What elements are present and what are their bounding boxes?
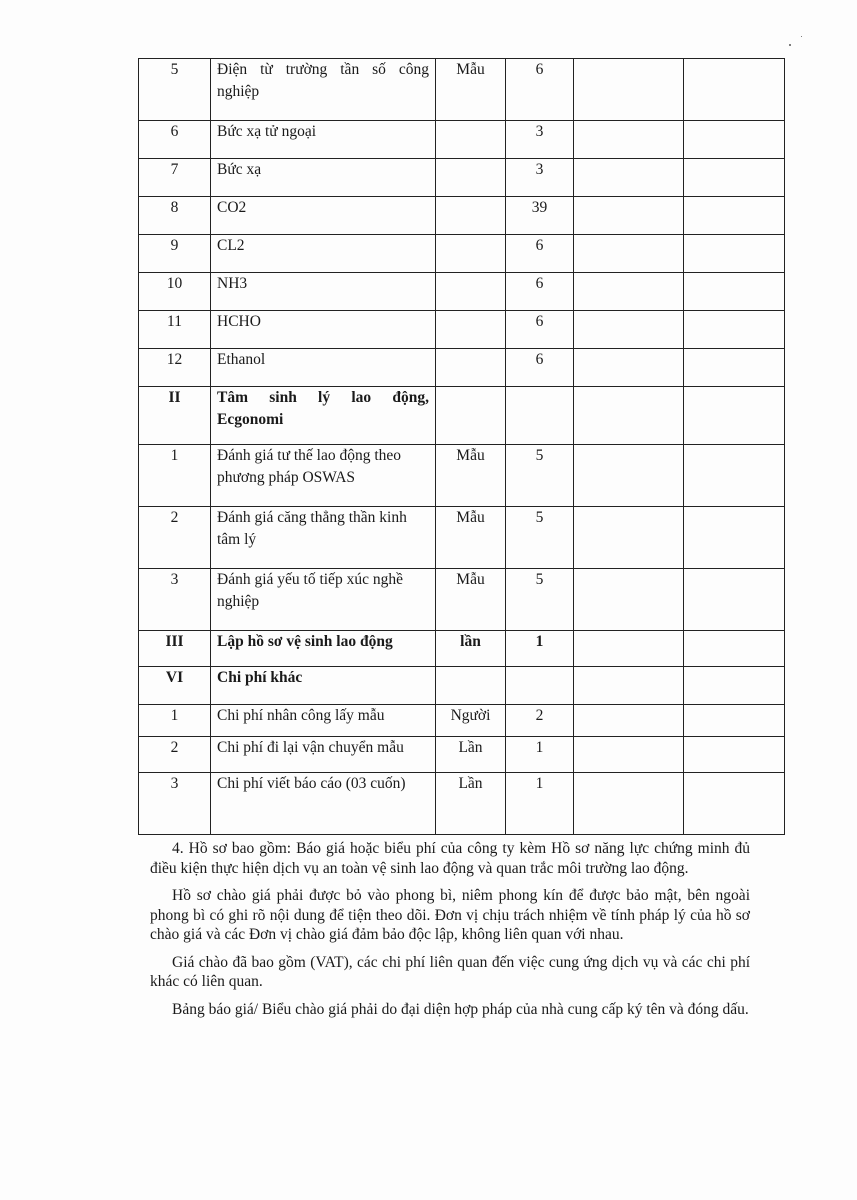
row-number-cell: 3	[139, 569, 211, 631]
item-name-cell: Đánh giá tư thế lao động theo phương pháp OSWAS	[211, 445, 436, 507]
table-row	[139, 311, 785, 349]
row-number-cell: VI	[139, 667, 211, 705]
table-row	[139, 349, 785, 387]
total-cell	[684, 631, 785, 667]
quantity-cell: 6	[506, 349, 574, 387]
total-cell	[684, 349, 785, 387]
unit-cell	[436, 235, 506, 273]
item-name-cell: Điện từ trường tần số công nghiệp	[211, 59, 436, 121]
section-row	[139, 387, 785, 445]
quantity-cell: 1	[506, 773, 574, 835]
quantity-cell: 6	[506, 273, 574, 311]
row-number-cell: 1	[139, 445, 211, 507]
total-cell	[684, 273, 785, 311]
unit-cell: Lần	[436, 773, 506, 835]
item-name-cell: HCHO	[211, 311, 436, 349]
price-cell	[574, 705, 684, 737]
row-number-cell: II	[139, 387, 211, 445]
unit-cell: Người	[436, 705, 506, 737]
price-cell	[574, 667, 684, 705]
price-cell	[574, 507, 684, 569]
price-cell	[574, 737, 684, 773]
table-row	[139, 235, 785, 273]
note-number: 4.	[172, 840, 184, 857]
price-cell	[574, 197, 684, 235]
quantity-cell	[506, 667, 574, 705]
price-cell	[574, 569, 684, 631]
row-number-cell: 7	[139, 159, 211, 197]
table-row	[139, 705, 785, 737]
quantity-cell	[506, 387, 574, 445]
scan-speck	[789, 44, 791, 46]
row-number-cell: 12	[139, 349, 211, 387]
row-number-cell: 2	[139, 507, 211, 569]
item-name-cell: Tâm sinh lý lao động, Ecgonomi	[211, 387, 436, 445]
note-paragraph-signature: Bảng báo giá/ Biểu chào giá phải do đại diện hợp pháp của nhà cung cấp ký tên và đóng dấu.	[172, 1000, 749, 1018]
total-cell	[684, 773, 785, 835]
table-row	[139, 569, 785, 631]
total-cell	[684, 667, 785, 705]
item-name-cell: Đánh giá căng thẳng thần kinh tâm lý	[211, 507, 436, 569]
table-row	[139, 159, 785, 197]
unit-cell	[436, 197, 506, 235]
quantity-cell: 1	[506, 631, 574, 667]
row-number-cell: 9	[139, 235, 211, 273]
note-item-4	[150, 839, 750, 878]
total-cell	[684, 445, 785, 507]
item-name-cell: Chi phí nhân công lấy mẫu	[211, 705, 436, 737]
quantity-cell: 1	[506, 737, 574, 773]
total-cell	[684, 311, 785, 349]
row-number-cell: 2	[139, 737, 211, 773]
total-cell	[684, 737, 785, 773]
quantity-cell: 3	[506, 121, 574, 159]
table-row	[139, 737, 785, 773]
unit-cell	[436, 349, 506, 387]
item-name-cell: Lập hồ sơ vệ sinh lao động	[211, 631, 436, 667]
total-cell	[684, 197, 785, 235]
unit-cell: Mẫu	[436, 445, 506, 507]
notes-section	[150, 839, 750, 1019]
unit-cell	[436, 387, 506, 445]
note-paragraph-vat: Giá chào đã bao gồm (VAT), các chi phí liên quan đến việc cung ứng dịch vụ và các chi phí khác có liên quan.	[150, 953, 750, 990]
unit-cell: Mẫu	[436, 569, 506, 631]
unit-cell	[436, 273, 506, 311]
section-row	[139, 667, 785, 705]
item-name-cell: Chi phí đi lại vận chuyển mẫu	[211, 737, 436, 773]
row-number-cell: 8	[139, 197, 211, 235]
price-cell	[574, 311, 684, 349]
table-row	[139, 773, 785, 835]
unit-cell	[436, 159, 506, 197]
quantity-cell: 6	[506, 59, 574, 121]
total-cell	[684, 507, 785, 569]
total-cell	[684, 569, 785, 631]
scan-speck	[801, 36, 802, 37]
quantity-cell: 39	[506, 197, 574, 235]
item-name-cell: Bức xạ tử ngoại	[211, 121, 436, 159]
table-row	[139, 445, 785, 507]
total-cell	[684, 235, 785, 273]
price-cell	[574, 445, 684, 507]
section-row	[139, 631, 785, 667]
item-name-cell: Chi phí viết báo cáo (03 cuốn)	[211, 773, 436, 835]
row-number-cell: 11	[139, 311, 211, 349]
table-row	[139, 59, 785, 121]
unit-cell	[436, 311, 506, 349]
price-cell	[574, 631, 684, 667]
quotation-table	[138, 58, 785, 835]
unit-cell	[436, 121, 506, 159]
unit-cell: Mẫu	[436, 507, 506, 569]
price-cell	[574, 273, 684, 311]
price-cell	[574, 121, 684, 159]
unit-cell: Lần	[436, 737, 506, 773]
total-cell	[684, 59, 785, 121]
unit-cell: lần	[436, 631, 506, 667]
price-cell	[574, 59, 684, 121]
row-number-cell: 3	[139, 773, 211, 835]
item-name-cell: Đánh giá yếu tố tiếp xúc nghề nghiệp	[211, 569, 436, 631]
quantity-cell: 5	[506, 507, 574, 569]
table-row	[139, 273, 785, 311]
row-number-cell: 10	[139, 273, 211, 311]
item-name-cell: Ethanol	[211, 349, 436, 387]
note-paragraph-envelope: Hồ sơ chào giá phải được bỏ vào phong bì, niêm phong kín để được bảo mật, bên ngoài phong bì có ghi rõ nội dung để tiện theo dõi. Đơn vị chịu trách nhiệm về tính pháp lý của hồ sơ chào giá và các Đơn vị chào giá đảm bảo độc lập, không liên quan với nhau.	[150, 887, 750, 943]
unit-cell	[436, 667, 506, 705]
row-number-cell: 6	[139, 121, 211, 159]
quantity-cell: 3	[506, 159, 574, 197]
total-cell	[684, 121, 785, 159]
row-number-cell: 1	[139, 705, 211, 737]
item-name-cell: CL2	[211, 235, 436, 273]
quotation-table-body	[139, 59, 785, 835]
row-number-cell: III	[139, 631, 211, 667]
item-name-cell: CO2	[211, 197, 436, 235]
total-cell	[684, 387, 785, 445]
note-text: Hồ sơ bao gồm: Báo giá hoặc biểu phí của công ty kèm Hồ sơ năng lực chứng minh đủ điều kiện thực hiện dịch vụ an toàn vệ sinh lao động và quan trắc môi trường lao động.	[150, 840, 751, 877]
total-cell	[684, 159, 785, 197]
table-row	[139, 197, 785, 235]
total-cell	[684, 705, 785, 737]
unit-cell: Mẫu	[436, 59, 506, 121]
item-name-cell: NH3	[211, 273, 436, 311]
price-cell	[574, 387, 684, 445]
item-name-cell: Bức xạ	[211, 159, 436, 197]
item-name-cell: Chi phí khác	[211, 667, 436, 705]
price-cell	[574, 235, 684, 273]
quantity-cell: 6	[506, 311, 574, 349]
price-cell	[574, 773, 684, 835]
price-cell	[574, 159, 684, 197]
quantity-cell: 2	[506, 705, 574, 737]
quantity-cell: 6	[506, 235, 574, 273]
price-cell	[574, 349, 684, 387]
row-number-cell: 5	[139, 59, 211, 121]
quantity-cell: 5	[506, 569, 574, 631]
table-row	[139, 507, 785, 569]
quantity-cell: 5	[506, 445, 574, 507]
table-row	[139, 121, 785, 159]
